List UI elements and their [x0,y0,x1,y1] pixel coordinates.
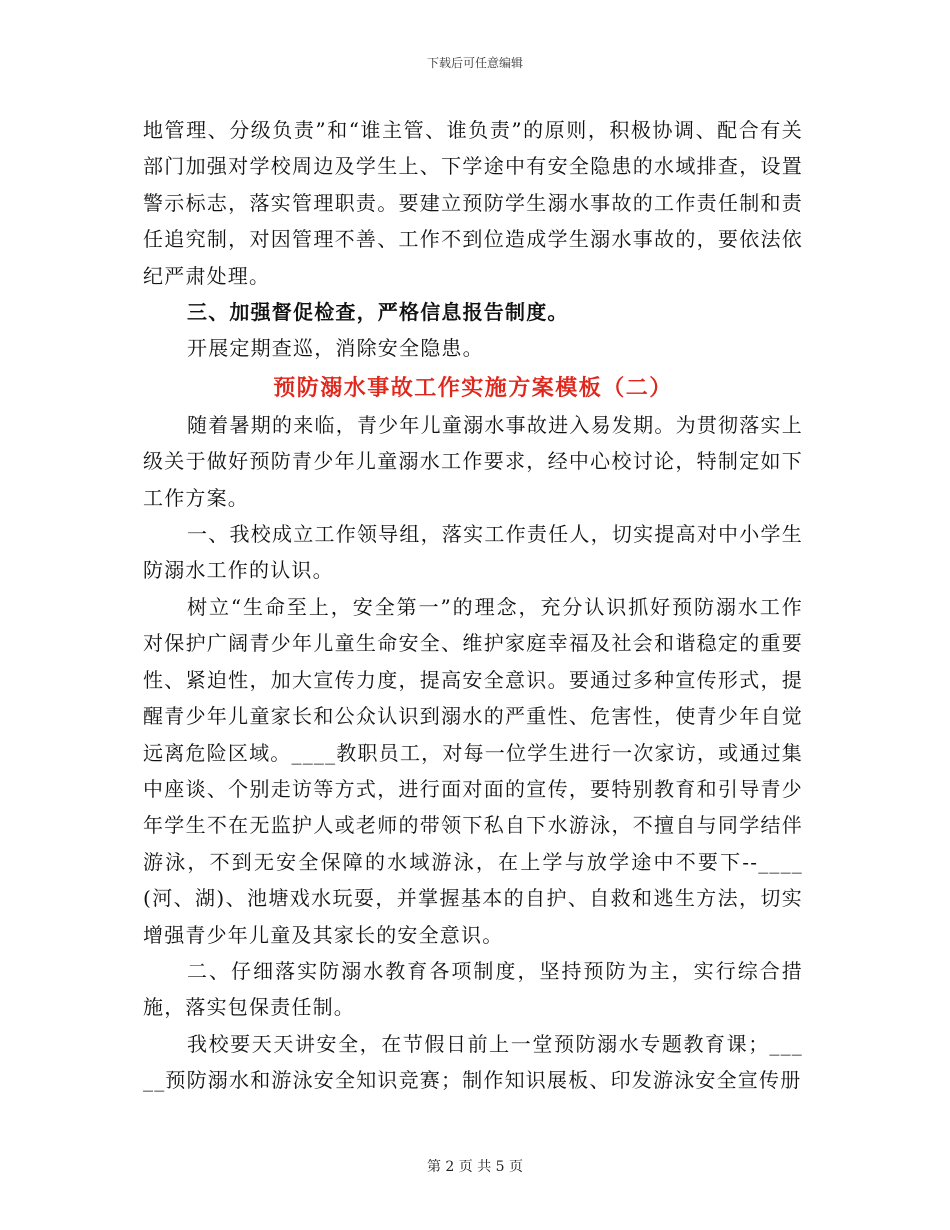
paragraph-inspection: 开展定期查巡，消除安全隐患。 [187,336,484,361]
paragraph-concept: 树立“生命至上，安全第一”的理念，充分认识抓好预防溺水工作对保护广阔青少年儿童生命安全、维护家庭幸福及社会和谐稳定的重要性、紧迫性，加大宣传力度，提高安全意识。要通过多种宣传形式，提醒青少年儿童家长和公众认识到溺水的严重性、危害性，使青少年自觉远离危险区域。____教职员工，对每一位学生进行一次家访，或通过集中座谈、个别走访等方式，进行面对面的宣传，要特别教育和引导青少年学生不在无监护人或老师的带领下私自下水游泳，不擅自与同学结伴游泳，不到无安全保障的水域游泳，在上学与放学途中不要下--____(河、湖)、池塘戏水玩耍，并掌握基本的自护、自救和逃生方法，切实增强青少年儿童及其家长的安全意识。 [143,594,803,947]
heading-section-two: 二、仔细落实防溺水教育各项制度，坚持预防为主，实行综合措施，落实包保责任制。 [143,958,803,1020]
heading-section-one: 一、我校成立工作领导组，落实工作责任人，切实提高对中小学生防溺水工作的认识。 [143,522,803,583]
heading-section-three: 三、加强督促检查，严格信息报告制度。 [187,300,569,325]
page-number: 第 2 页 共 5 页 [426,1159,524,1175]
header-note: 下载后可任意编辑 [426,56,523,70]
section-title: 预防溺水事故工作实施方案模板（二） [273,374,673,401]
paragraph-intro: 随着暑期的来临，青少年儿童溺水事故进入易发期。为贯彻落实上级关于做好预防青少年儿童溺水工作要求，经中心校讨论，特制定如下工作方案。 [143,412,803,510]
paragraph-continued: 地管理、分级负责”和“谁主管、谁负责”的原则，积极协调、配合有关部门加强对学校周边及学生上、下学途中有安全隐患的水域排查，设置警示标志，落实管理职责。要建立预防学生溺水事故的工作责任制和责任追究制，对因管理不善、工作不到位造成学生溺水事故的，要依法依纪严肃处理。 [143,118,803,288]
paragraph-education: 我校要天天讲安全，在节假日前上一堂预防溺水专题教育课；_____预防溺水和游泳安全知识竞赛；制作知识展板、印发游泳安全宣传册 [143,1031,803,1093]
document-body [143,112,803,1099]
